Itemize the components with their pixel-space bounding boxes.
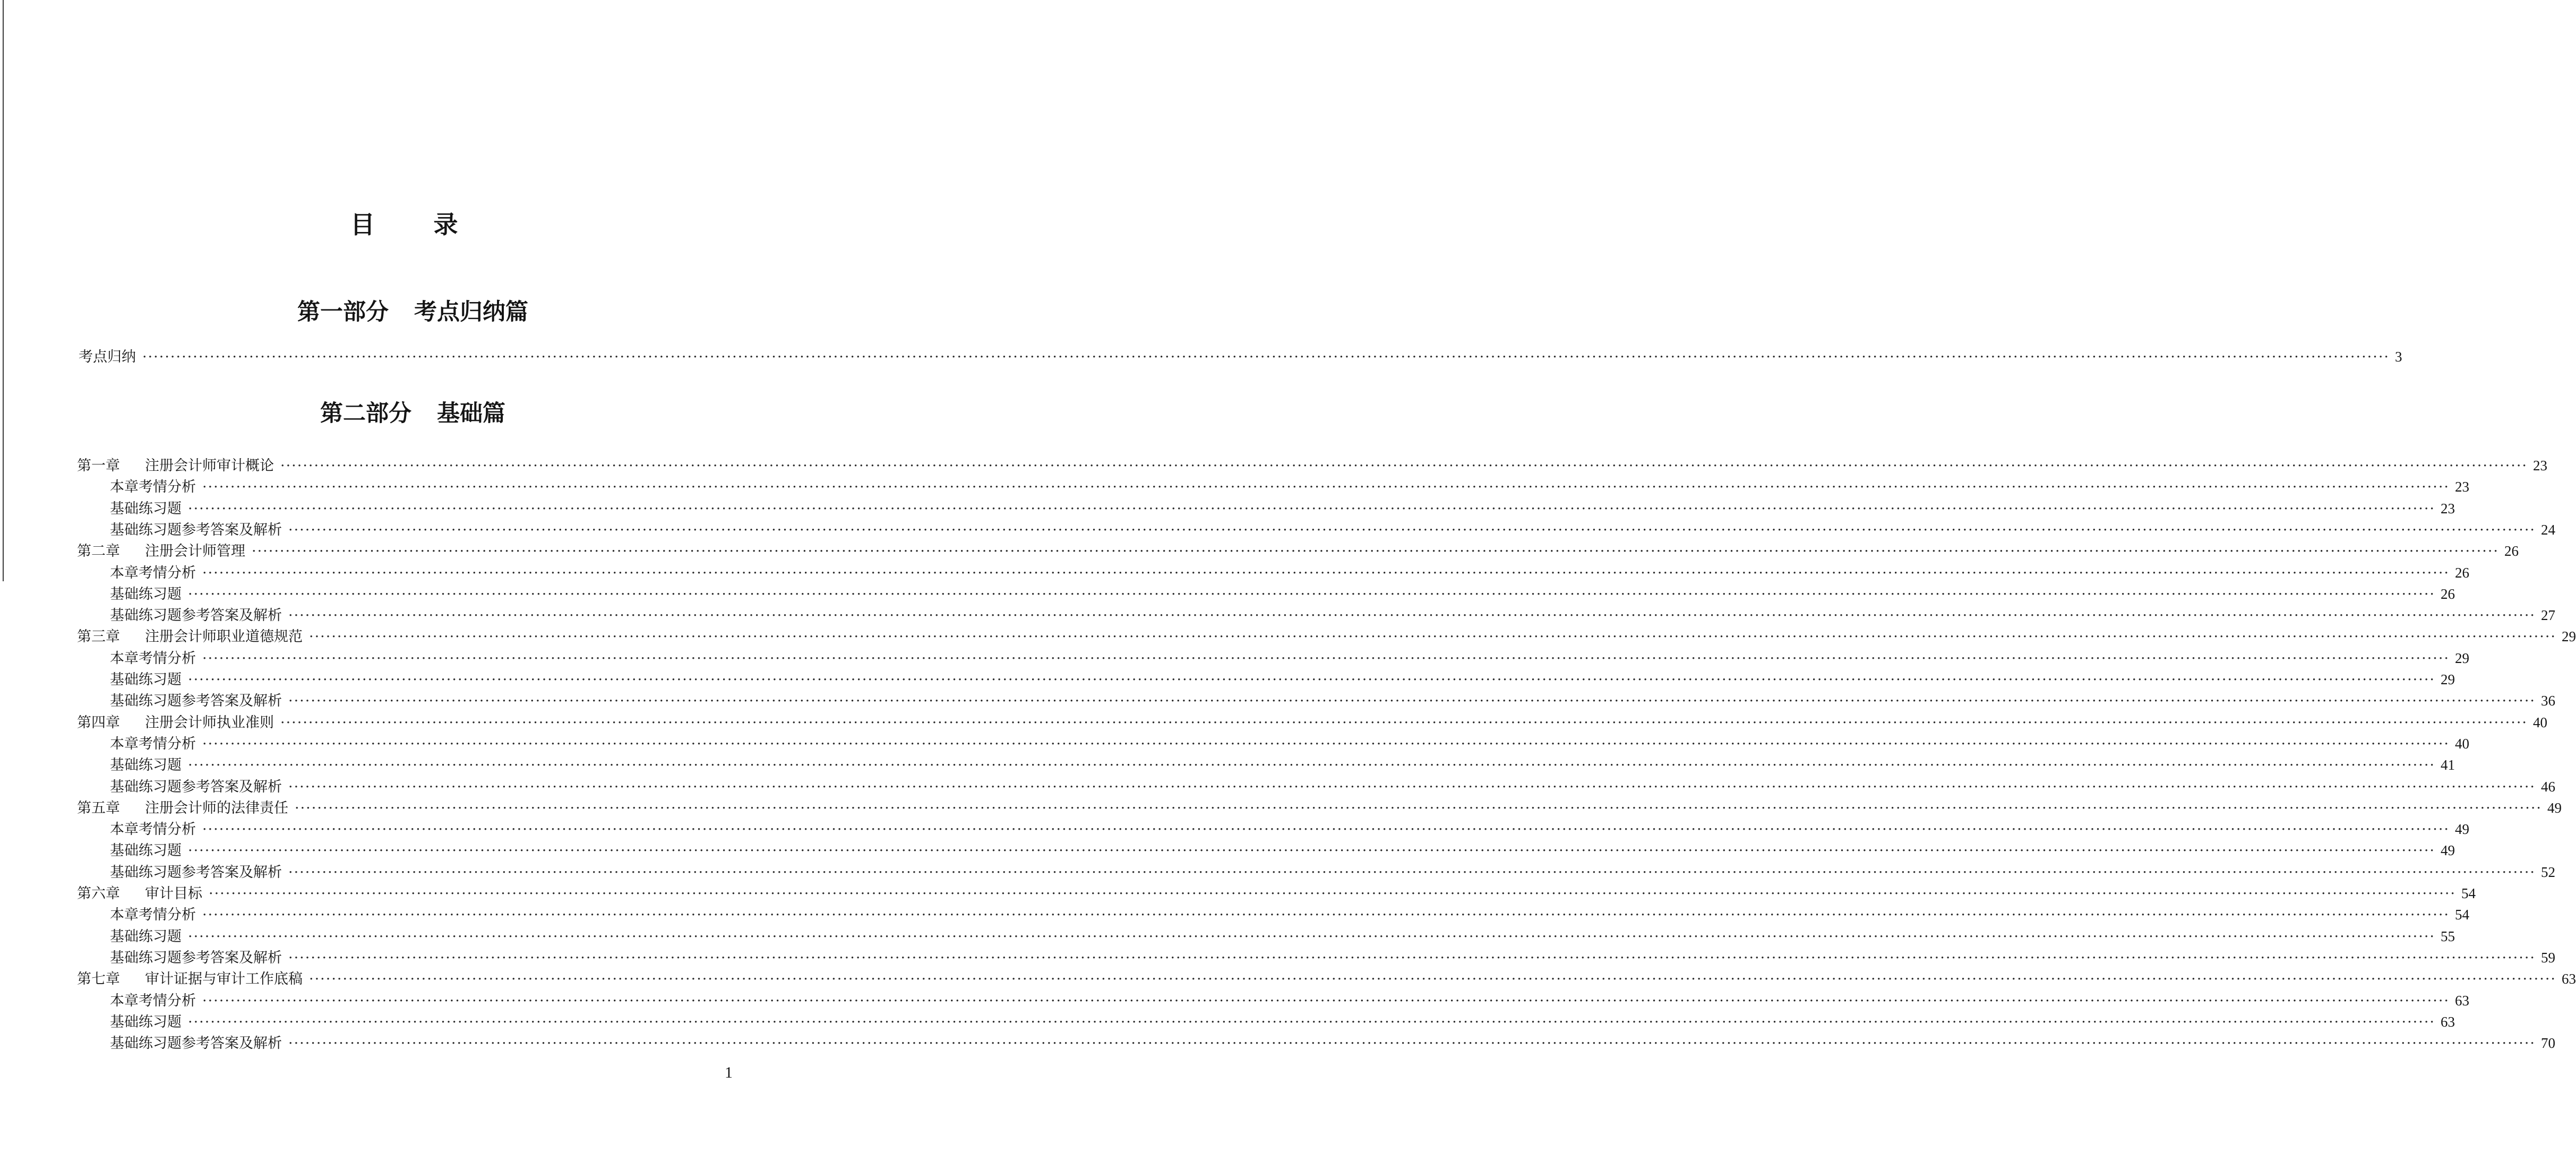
toc-section-row[interactable] — [110, 585, 2455, 604]
toc-section-label: 本章考情分析 — [110, 907, 196, 923]
toc-section-row[interactable] — [110, 778, 2556, 796]
toc-section-row[interactable] — [110, 1034, 2556, 1053]
toc-section-row[interactable] — [110, 992, 2470, 1010]
toc-section-label: 基础练习题参考答案及解析 — [110, 522, 282, 538]
toc-chapter-title: 注册会计师的法律责任 — [145, 800, 288, 816]
toc-chapter-title: 审计目标 — [145, 885, 202, 902]
toc-section-page: 23 — [2455, 479, 2470, 495]
part1-title — [8, 298, 817, 326]
dot-leader: ················································································································································································································································································································································································································ — [288, 864, 2536, 881]
dot-leader: ················································································································································································································································································································································································································ — [142, 349, 2390, 365]
toc-section-label: 本章考情分析 — [110, 565, 196, 581]
toc-chapter-row[interactable] — [77, 627, 2576, 646]
toc-section-page: 54 — [2455, 907, 2470, 923]
dot-leader: ················································································································································································································································································································································································································ — [288, 950, 2536, 966]
toc-chapter-label — [77, 543, 245, 561]
dot-leader: ················································································································································································································································································································································································································ — [188, 757, 2436, 773]
toc-chapter-title: 审计证据与审计工作底稿 — [145, 971, 303, 987]
toc-chapter-label — [77, 714, 274, 732]
toc-section-page: 46 — [2541, 779, 2556, 795]
toc-chapter-row[interactable] — [77, 799, 2562, 817]
dot-leader: ················································································································································································································································································································································································································ — [202, 650, 2450, 667]
dot-leader: ················································································································································································································································································································································································································ — [288, 607, 2536, 624]
part2-title-name: 基础篇 — [437, 400, 505, 427]
dot-leader: ················································································································································································································································································································································································································ — [309, 629, 2557, 645]
toc-chapter-page: 23 — [2533, 458, 2548, 474]
toc-chapter-page: 40 — [2533, 715, 2548, 730]
toc-chapter-page: 49 — [2547, 800, 2562, 816]
toc-section-page: 41 — [2441, 757, 2455, 773]
dot-leader: ················································································································································································································································································································································································································ — [188, 586, 2436, 602]
toc-section-row[interactable] — [110, 756, 2455, 774]
toc-section-row[interactable] — [110, 949, 2556, 967]
page-title-first-char: 目 — [350, 210, 375, 239]
dot-leader: ················································································································································································································································································································································································································ — [202, 821, 2450, 838]
toc-section-row[interactable] — [110, 820, 2470, 839]
toc-chapter-number: 第五章 — [77, 800, 120, 816]
toc-chapter-row[interactable] — [77, 970, 2576, 988]
page-number: 1 — [725, 1064, 733, 1081]
toc-chapter-page: 63 — [2562, 971, 2576, 987]
dot-leader: ················································································································································································································································································································································································································ — [202, 479, 2450, 495]
page-title — [0, 210, 809, 239]
toc-chapter-number: 第四章 — [77, 715, 120, 731]
toc-section-row[interactable] — [110, 478, 2470, 496]
toc-section-label: 基础练习题参考答案及解析 — [110, 779, 282, 795]
toc-section-page: 23 — [2441, 501, 2455, 517]
toc-section-page: 29 — [2455, 650, 2470, 666]
toc-section-label: 基础练习题参考答案及解析 — [110, 864, 282, 881]
toc-chapter-row[interactable] — [77, 542, 2519, 561]
toc-section-page: 27 — [2541, 607, 2556, 623]
toc-entry-kaodian-guina[interactable] — [79, 348, 2402, 366]
toc-chapter-title: 注册会计师管理 — [145, 543, 245, 560]
toc-section-row[interactable] — [110, 521, 2556, 539]
part1-title-number: 第一部分 — [297, 299, 389, 325]
toc-chapter-label — [77, 628, 303, 646]
toc-section-row[interactable] — [110, 564, 2470, 582]
toc-section-label: 本章考情分析 — [110, 650, 196, 667]
dot-leader: ················································································································································································································································································································································································································ — [288, 522, 2536, 538]
toc-section-page: 55 — [2441, 928, 2455, 944]
toc-chapter-title: 注册会计师执业准则 — [145, 715, 274, 731]
toc-section-page: 59 — [2541, 950, 2556, 966]
toc-entry-label: 考点归纳 — [79, 349, 136, 365]
toc-section-label: 基础练习题 — [110, 501, 182, 517]
toc-section-page: 24 — [2541, 522, 2556, 538]
part2-title — [8, 400, 817, 427]
dot-leader: ················································································································································································································································································································································································································ — [188, 501, 2436, 517]
toc-section-row[interactable] — [110, 606, 2556, 625]
toc-section-row[interactable] — [110, 692, 2556, 710]
toc-section-page: 70 — [2541, 1035, 2556, 1051]
toc-section-page: 63 — [2441, 1014, 2455, 1030]
toc-section-label: 本章考情分析 — [110, 736, 196, 752]
dot-leader: ················································································································································································································································································································································································································ — [202, 907, 2450, 923]
toc-chapter-number: 第二章 — [77, 543, 120, 560]
toc-chapter-number: 第六章 — [77, 885, 120, 902]
toc-section-row[interactable] — [110, 927, 2455, 946]
dot-leader: ················································································································································································································································································································································································································ — [309, 971, 2557, 987]
toc-section-row[interactable] — [110, 906, 2470, 924]
toc-section-page: 49 — [2441, 842, 2455, 858]
dot-leader: ················································································································································································································································································································································································································ — [188, 842, 2436, 859]
toc-chapter-title: 注册会计师职业道德规范 — [145, 629, 303, 645]
toc-section-page: 26 — [2455, 565, 2470, 581]
toc-chapter-page: 54 — [2461, 885, 2476, 901]
dot-leader: ················································································································································································································································································································································································································ — [288, 1035, 2536, 1052]
dot-leader: ················································································································································································································································································································································································································ — [209, 885, 2457, 902]
dot-leader: ················································································································································································································································································································································································································ — [188, 672, 2436, 688]
part1-title-name: 考点归纳篇 — [414, 299, 528, 325]
toc-section-row[interactable] — [110, 500, 2455, 518]
toc-section-page: 49 — [2455, 821, 2470, 837]
part2-title-number: 第二部分 — [320, 400, 411, 427]
dot-leader: ················································································································································································································································································································································································································ — [288, 779, 2536, 795]
toc-section-label: 基础练习题 — [110, 842, 182, 859]
toc-section-label: 基础练习题 — [110, 928, 182, 945]
toc-section-label: 本章考情分析 — [110, 993, 196, 1009]
toc-chapter-label — [77, 799, 288, 817]
toc-section-row[interactable] — [110, 735, 2470, 753]
dot-leader: ················································································································································································································································································································································································································ — [202, 736, 2450, 752]
toc-section-row[interactable] — [110, 863, 2556, 882]
toc-chapter-page: 29 — [2562, 629, 2576, 644]
dot-leader: ················································································································································································································································································································································································································ — [202, 993, 2450, 1009]
toc-section-label: 基础练习题参考答案及解析 — [110, 693, 282, 709]
toc-section-row[interactable] — [110, 1013, 2455, 1031]
dot-leader: ················································································································································································································································································································································································································ — [295, 800, 2543, 816]
toc-chapter-number: 第三章 — [77, 629, 120, 645]
toc-section-label: 本章考情分析 — [110, 821, 196, 838]
dot-leader: ················································································································································································································································································································································································································ — [288, 693, 2536, 709]
toc-section-label: 本章考情分析 — [110, 479, 196, 495]
toc-section-label: 基础练习题 — [110, 757, 182, 773]
toc-section-row[interactable] — [110, 649, 2470, 668]
toc-section-page: 29 — [2441, 672, 2455, 687]
toc-entry-page: 3 — [2395, 349, 2402, 365]
toc-section-row[interactable] — [110, 841, 2455, 860]
toc-chapter-row[interactable] — [77, 884, 2476, 903]
toc-section-page: 40 — [2455, 736, 2470, 752]
toc-section-label: 基础练习题参考答案及解析 — [110, 1035, 282, 1052]
dot-leader: ················································································································································································································································································································································································································ — [280, 715, 2528, 731]
toc-chapter-label — [77, 885, 202, 903]
toc-section-label: 基础练习题 — [110, 586, 182, 602]
toc-section-label: 基础练习题参考答案及解析 — [110, 607, 282, 624]
dot-leader: ················································································································································································································································································································································································································ — [188, 1014, 2436, 1030]
dot-leader: ················································································································································································································································································································································································································ — [188, 928, 2436, 945]
toc-chapter-number: 第一章 — [77, 458, 120, 474]
toc-section-row[interactable] — [110, 670, 2455, 689]
toc-section-page: 52 — [2541, 864, 2556, 880]
toc-chapter-row[interactable] — [77, 713, 2548, 732]
dot-leader: ················································································································································································································································································································································································································ — [252, 543, 2500, 560]
toc-section-label: 基础练习题 — [110, 1014, 182, 1030]
toc-chapter-title: 注册会计师审计概论 — [145, 458, 274, 474]
toc-section-label: 基础练习题 — [110, 672, 182, 688]
toc-chapter-number: 第七章 — [77, 971, 120, 987]
dot-leader: ················································································································································································································································································································································································································ — [202, 565, 2450, 581]
toc-section-page: 26 — [2441, 586, 2455, 602]
toc-section-page: 63 — [2455, 993, 2470, 1009]
toc-chapter-label — [77, 457, 274, 475]
scan-margin-line — [3, 0, 4, 581]
toc-section-page: 36 — [2541, 693, 2556, 709]
toc-chapter-label — [77, 970, 303, 988]
toc-chapter-row[interactable] — [77, 457, 2548, 475]
toc-section-label: 基础练习题参考答案及解析 — [110, 950, 282, 966]
dot-leader: ················································································································································································································································································································································································································ — [280, 458, 2528, 474]
toc-chapter-page: 26 — [2504, 543, 2519, 559]
page-title-second-char: 录 — [433, 210, 458, 239]
